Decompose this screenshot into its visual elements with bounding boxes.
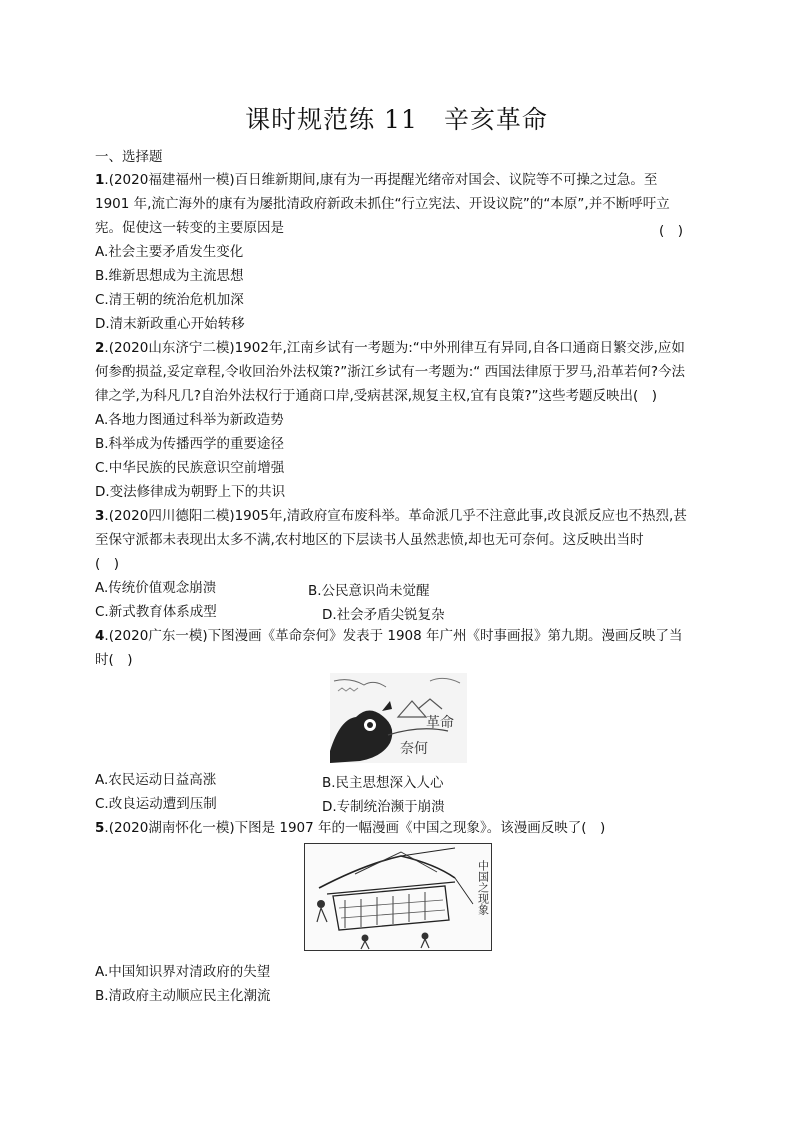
answer-paren: ( ) bbox=[659, 223, 684, 239]
cartoon-label-howcan: 奈何 bbox=[400, 741, 428, 757]
option: D.清末新政重心开始转移 bbox=[95, 316, 245, 332]
section-heading: 一、选择题 bbox=[95, 149, 163, 165]
option: B.民主思想深入人心 bbox=[322, 775, 444, 791]
option: D.社会矛盾尖锐复杂 bbox=[322, 607, 445, 623]
question-number: 3 bbox=[95, 508, 105, 524]
option: C.中华民族的民族意识空前增强 bbox=[95, 460, 285, 476]
question-1-line-1: 1.(2020福建福州一模)百日维新期间,康有为一再提醒光绪帝对国会、议院等不可操之过急。至 bbox=[95, 172, 658, 188]
option: C.改良运动遭到压制 bbox=[95, 796, 217, 812]
page-title: 课时规范练 11 辛亥革命 bbox=[245, 105, 548, 134]
cartoon-revolution-image bbox=[330, 673, 467, 763]
option: B.科举成为传播西学的重要途径 bbox=[95, 436, 285, 452]
question-number: 1 bbox=[95, 172, 105, 188]
option: D.专制统治濒于崩溃 bbox=[322, 799, 445, 815]
question-2-line-1: 2.(2020山东济宁二模)1902年,江南乡试有一考题为:“中外刑律互有异同,自各口通商日繁交涉,应如 bbox=[95, 340, 685, 356]
cartoon-label-revolution: 革命 bbox=[426, 715, 454, 731]
option: B.清政府主动顺应民主化潮流 bbox=[95, 988, 271, 1004]
question-number: 2 bbox=[95, 340, 105, 356]
option: D.变法修律成为朝野上下的共识 bbox=[95, 484, 286, 500]
option: B.维新思想成为主流思想 bbox=[95, 268, 244, 284]
question-1-line-2: 1901 年,流亡海外的康有为屡批清政府新政未抓住“行立宪法、开设议院”的“本原”,并不断呼吁立 bbox=[95, 196, 670, 212]
cartoon-revolution-drawing bbox=[330, 673, 467, 763]
option: A.传统价值观念崩溃 bbox=[95, 580, 217, 596]
question-number: 4 bbox=[95, 628, 105, 644]
question-4-line-2: 时( ) bbox=[95, 652, 133, 668]
option: C.新式教育体系成型 bbox=[95, 604, 217, 620]
option: B.公民意识尚未觉醒 bbox=[308, 583, 430, 599]
question-3-line-2: 至保守派都未表现出太多不满,农村地区的下层读书人虽然悲愤,却也无可奈何。这反映出当时 bbox=[95, 532, 644, 548]
question-5-line-1: 5.(2020湖南怀化一模)下图是 1907 年的一幅漫画《中国之现象》。该漫画反映了( ) bbox=[95, 820, 606, 836]
option: C.清王朝的统治危机加深 bbox=[95, 292, 244, 308]
question-number: 5 bbox=[95, 820, 105, 836]
question-3-line-3: ( ) bbox=[95, 556, 120, 572]
question-2-line-3: 律之学,为科凡几?自治外法权行于通商口岸,受病甚深,规复主权,宜有良策?”这些考题反映出( ) bbox=[95, 388, 658, 404]
question-3-line-1: 3.(2020四川德阳二模)1905年,清政府宣布废科举。革命派几乎不注意此事,改良派反应也不热烈,甚 bbox=[95, 508, 687, 524]
option: A.中国知识界对清政府的失望 bbox=[95, 964, 271, 980]
question-2-line-2: 何参酌损益,妥定章程,令收回治外法权策?”浙江乡试有一考题为:“ 西国法律原于罗马,沿革若何?今法 bbox=[95, 364, 686, 380]
cartoon-china-phenomenon-image bbox=[304, 843, 492, 951]
option: A.各地力图通过科举为新政造势 bbox=[95, 412, 284, 428]
option: A.社会主要矛盾发生变化 bbox=[95, 244, 244, 260]
cartoon-label-china-phenomenon: 中国之现象 bbox=[476, 860, 490, 915]
cartoon-china-phenomenon-drawing bbox=[305, 844, 491, 950]
question-1-line-3: 宪。促使这一转变的主要原因是 bbox=[95, 220, 284, 236]
question-4-line-1: 4.(2020广东一模)下图漫画《革命奈何》发表于 1908 年广州《时事画报》第九期。漫画反映了当 bbox=[95, 628, 683, 644]
option: A.农民运动日益高涨 bbox=[95, 772, 217, 788]
